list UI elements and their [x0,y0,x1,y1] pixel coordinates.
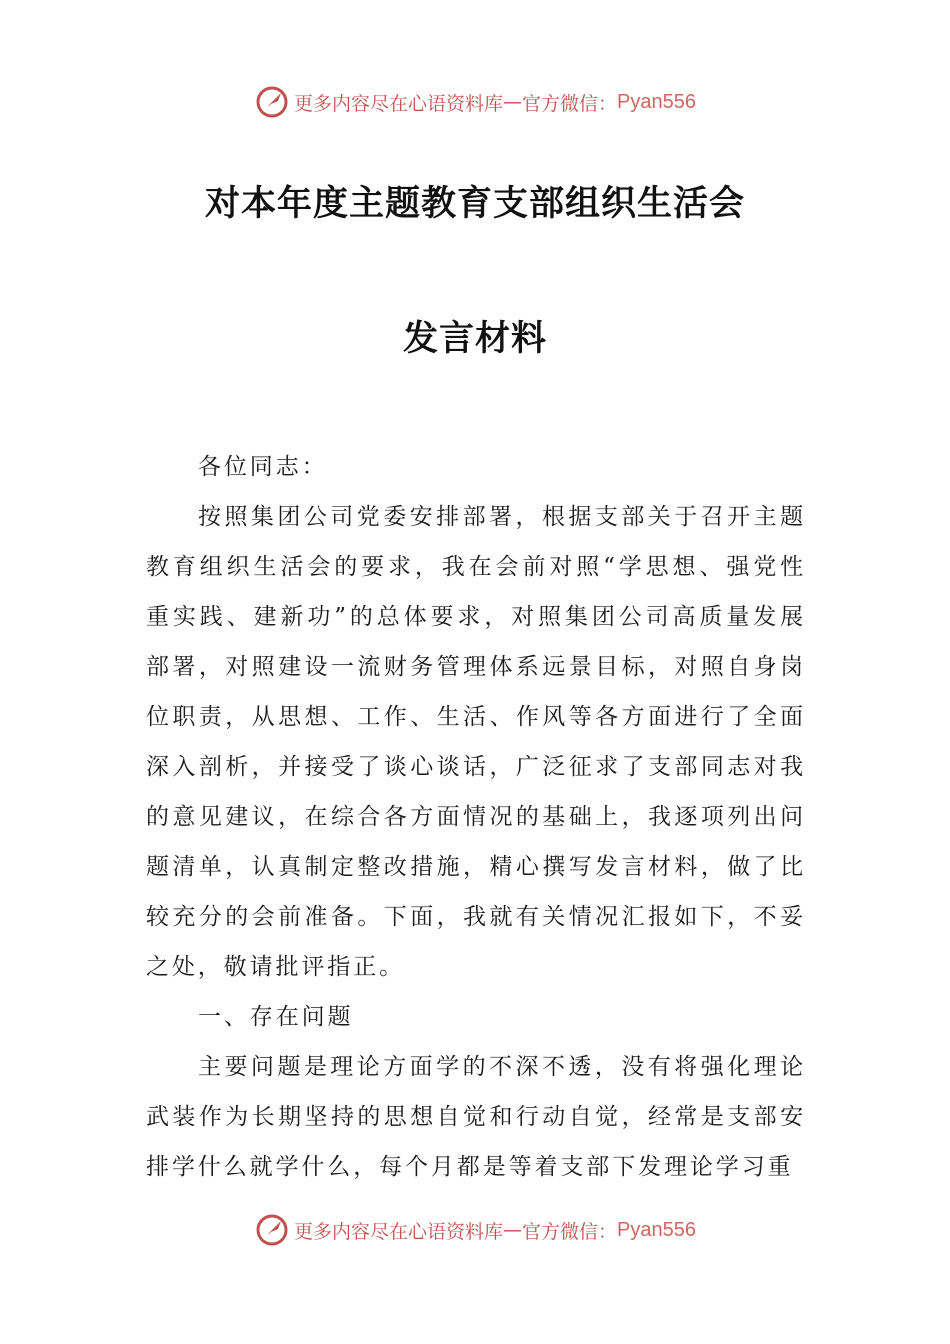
footer-watermark [0,1210,950,1250]
greeting: 各位同志： [198,454,328,480]
quill-logo-icon [254,84,290,120]
watermark-official-text: 官方微信： [522,92,618,115]
watermark-handle: Pyan556 [617,1218,696,1241]
paragraph-problems: 主要问题是理论方面学的不深不透，没有将强化理论武装作为长期坚持的思想自觉和行动自觉，经常是支部安排学什么就学什么，每个月都是等着支部下发理论学习重 [146,1054,806,1180]
paragraph-intro: 按照集团公司党委安排部署，根据支部关于召开主题教育组织生活会的要求，我在会前对照“学思想、强党性重实践、建新功”的总体要求，对照集团公司高质量发展部署，对照建设一流财务管理体系远景目标，对照自身岗位职责，从思想、工作、生活、作风等各方面进行了全面深入剖析，并接受了谈心谈话，广泛征求了支部同志对我的意见建议，在综合各方面情况的基础上，我逐项列出问题清单，认真制定整改措施，精心撰写发言材料，做了比较充分的会前准备。下面，我就有关情况汇报如下，不妥之处，敬请批评指正。 [146,504,806,980]
watermark-official-text: 官方微信： [522,1220,618,1243]
header-watermark [0,82,950,122]
document-body [146,442,806,1192]
watermark-brand-text: 更多内容尽在心语资料库 [294,1220,504,1243]
watermark-handle: Pyan556 [617,90,696,113]
section-heading-problems: 一、存在问题 [198,1004,354,1030]
watermark-brand-text: 更多内容尽在心语资料库 [294,92,504,115]
watermark-separator: — [503,1219,523,1241]
document-title-line-2: 发言材料 [402,319,547,359]
document-title-line-1: 对本年度主题教育支部组织生活会 [204,184,745,224]
quill-logo-icon [254,1212,290,1248]
watermark-separator: — [503,91,523,113]
